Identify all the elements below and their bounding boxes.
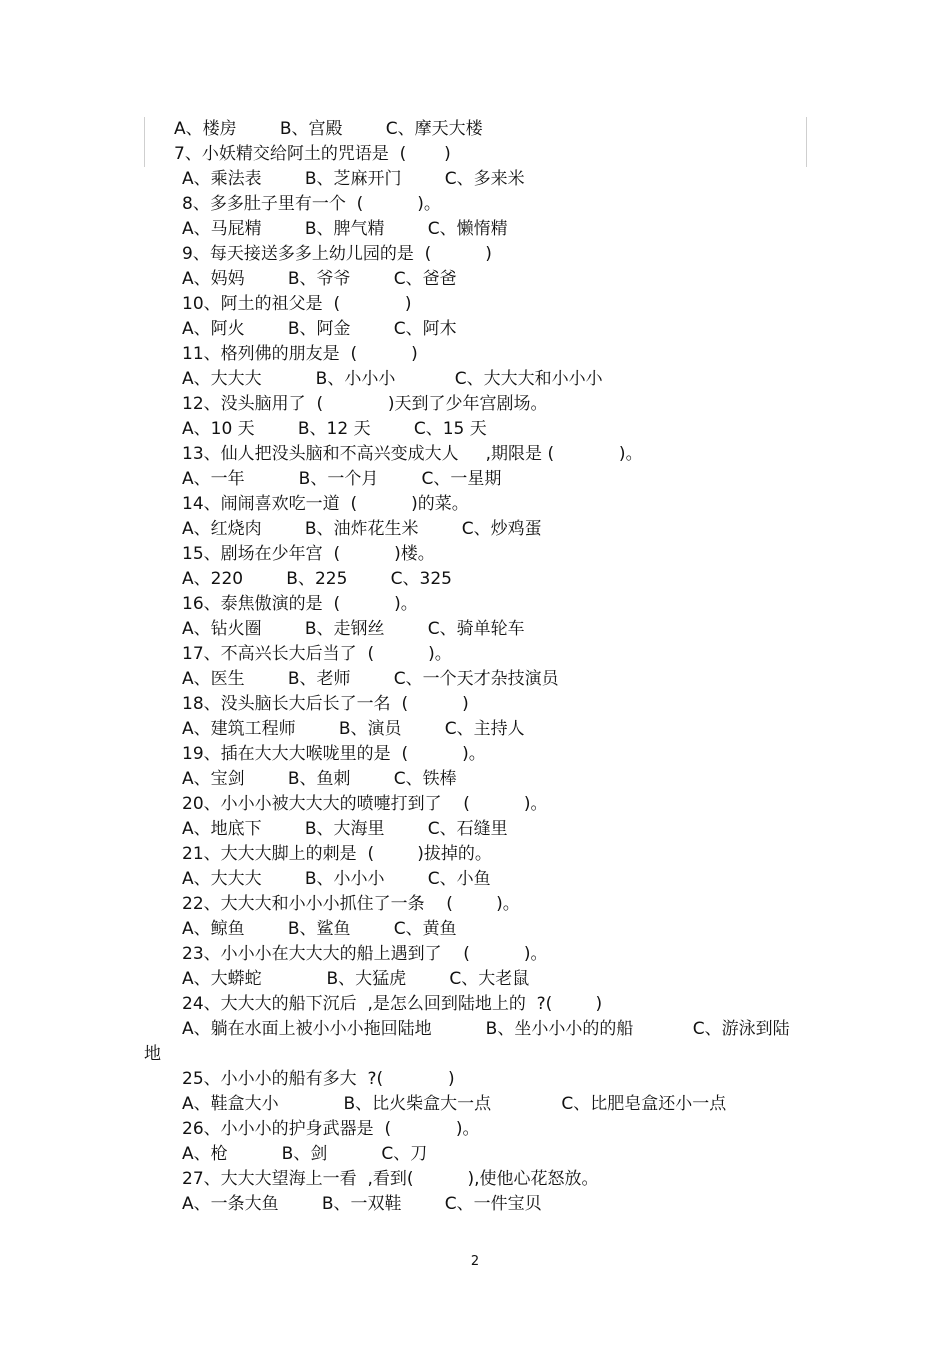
options-line: A、钻火圈 B、走钢丝 C、骑单轮车 [182, 619, 525, 639]
question-line: 11、格列佛的朋友是 ( ) [182, 344, 418, 364]
question-line: 18、没头脑长大后长了一名 ( ) [182, 694, 469, 714]
options-line: A、大蟒蛇 B、大猛虎 C、大老鼠 [182, 969, 530, 989]
options-line: A、地底下 B、大海里 C、石缝里 [182, 819, 508, 839]
question-line: 19、插在大大大喉咙里的是 ( )。 [182, 744, 486, 764]
options-line: A、医生 B、老师 C、一个天才杂技演员 [182, 669, 559, 689]
left-margin-rule [144, 117, 145, 167]
options-line-wrap: 地 [144, 1044, 161, 1064]
options-line: A、妈妈 B、爷爷 C、爸爸 [182, 269, 457, 289]
question-line: 10、阿土的祖父是 ( ) [182, 294, 412, 314]
options-line: A、乘法表 B、芝麻开门 C、多来米 [182, 169, 525, 189]
options-line: A、建筑工程师 B、演员 C、主持人 [182, 719, 525, 739]
question-line: 12、没头脑用了 ( )天到了少年宫剧场。 [182, 394, 548, 414]
options-line: A、220 B、225 C、325 [182, 569, 452, 589]
options-line: A、鲸鱼 B、鲨鱼 C、黄鱼 [182, 919, 457, 939]
question-line: 15、剧场在少年宫 ( )楼。 [182, 544, 435, 564]
question-line: 13、仙人把没头脑和不高兴变成大人 ,期限是 ( )。 [182, 444, 643, 464]
question-line: 9、每天接送多多上幼儿园的是 ( ) [182, 244, 492, 264]
options-line: A、宝剑 B、鱼刺 C、铁棒 [182, 769, 457, 789]
question-line: 7、小妖精交给阿土的咒语是 ( ) [174, 144, 451, 164]
options-line: A、枪 B、剑 C、刀 [182, 1144, 428, 1164]
question-line: 21、大大大脚上的刺是 ( )拔掉的。 [182, 844, 492, 864]
question-line: 22、大大大和小小小抓住了一条 ( )。 [182, 894, 520, 914]
options-line: A、鞋盒大小 B、比火柴盒大一点 C、比肥皂盒还小一点 [182, 1094, 727, 1114]
question-line: 8、多多肚子里有一个 ( )。 [182, 194, 441, 214]
question-line: 23、小小小在大大大的船上遇到了 ( )。 [182, 944, 548, 964]
options-line: A、马屁精 B、脾气精 C、懒惰精 [182, 219, 508, 239]
question-line: 17、不高兴长大后当了 ( )。 [182, 644, 452, 664]
question-line: 14、闹闹喜欢吃一道 ( )的菜。 [182, 494, 469, 514]
options-line: A、大大大 B、小小小 C、大大大和小小小 [182, 369, 603, 389]
page-number: 2 [470, 1254, 480, 1269]
options-line: A、躺在水面上被小小小拖回陆地 B、坐小小小的的船 C、游泳到陆 [182, 1019, 790, 1039]
options-line: A、一年 B、一个月 C、一星期 [182, 469, 502, 489]
question-line: 25、小小小的船有多大 ?( ) [182, 1069, 455, 1089]
question-line: 20、小小小被大大大的喷嚏打到了 ( )。 [182, 794, 548, 814]
options-line: A、10 天 B、12 天 C、15 天 [182, 419, 487, 439]
right-margin-rule [806, 117, 807, 167]
question-line: 24、大大大的船下沉后 ,是怎么回到陆地上的 ?( ) [182, 994, 603, 1014]
question-line: 16、泰焦傲演的是 ( )。 [182, 594, 418, 614]
options-line: A、楼房 B、宫殿 C、摩天大楼 [174, 119, 483, 139]
question-line: 27、大大大望海上一看 ,看到( ),使他心花怒放。 [182, 1169, 599, 1189]
options-line: A、阿火 B、阿金 C、阿木 [182, 319, 457, 339]
options-line: A、大大大 B、小小小 C、小鱼 [182, 869, 491, 889]
question-line: 26、小小小的护身武器是 ( )。 [182, 1119, 480, 1139]
options-line: A、一条大鱼 B、一双鞋 C、一件宝贝 [182, 1194, 542, 1214]
options-line: A、红烧肉 B、油炸花生米 C、炒鸡蛋 [182, 519, 542, 539]
